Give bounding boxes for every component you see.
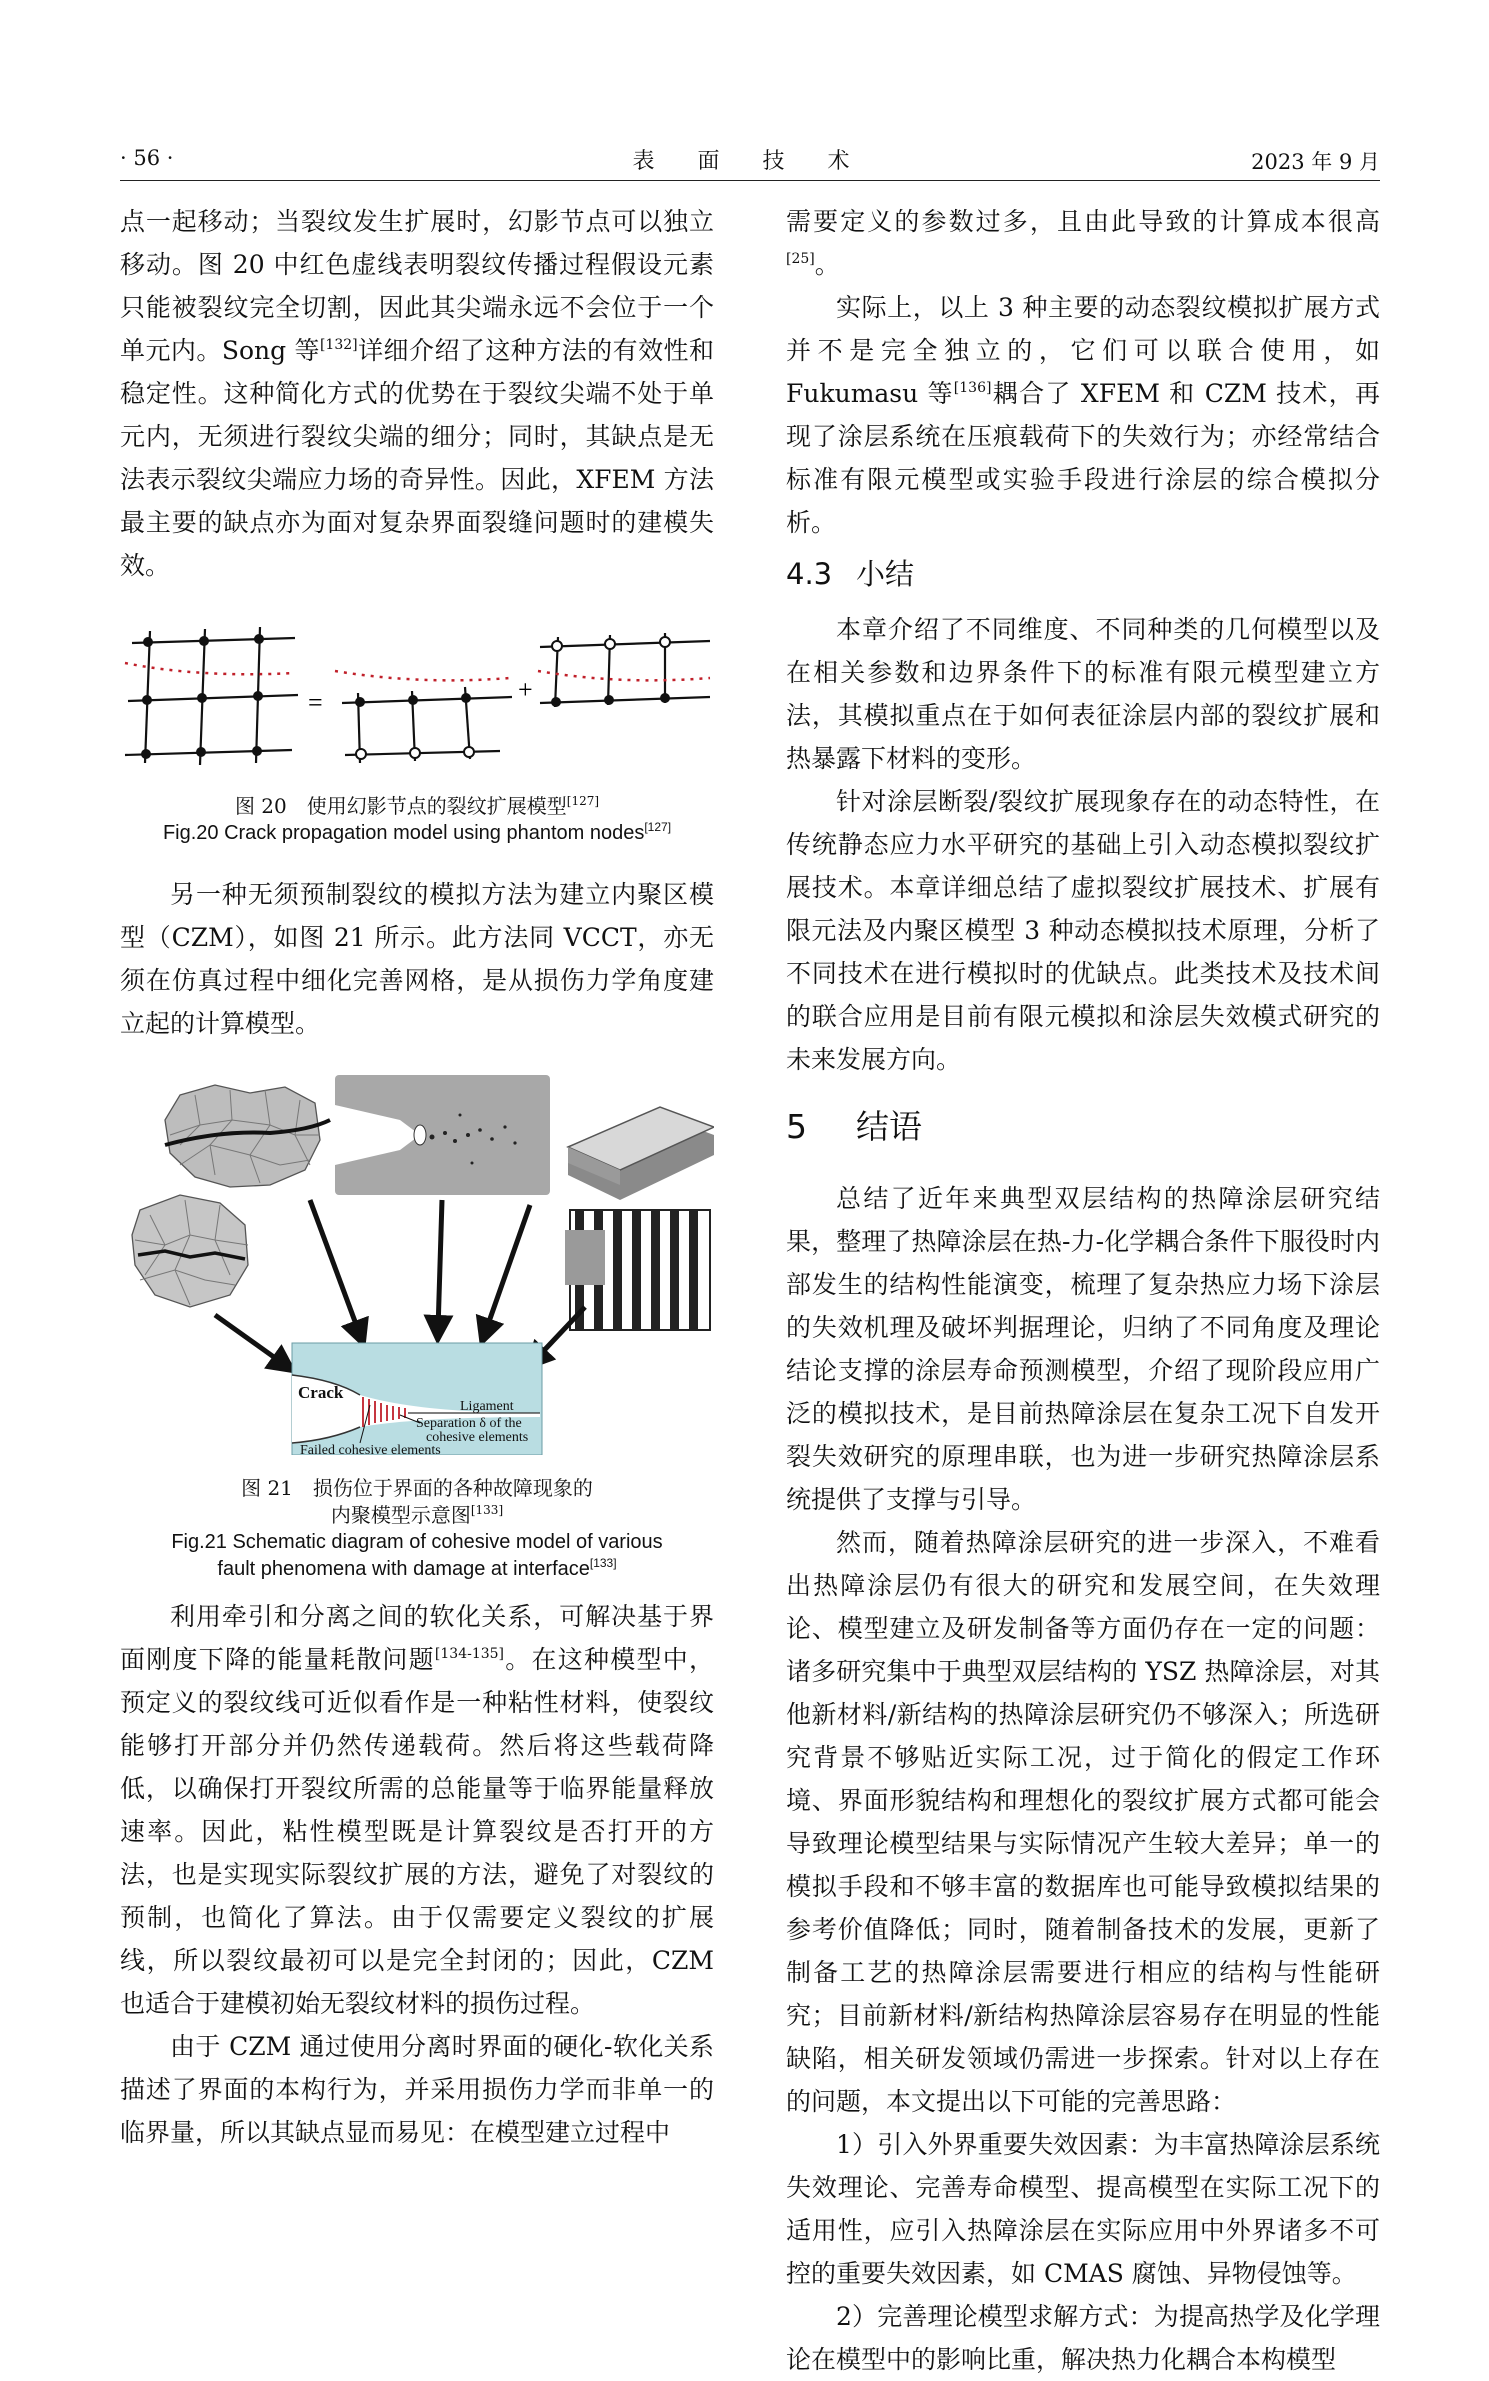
header-rule — [120, 180, 1380, 181]
journal-title: 表 面 技 术 — [632, 149, 868, 174]
cohesive-model-diagram — [120, 1075, 714, 1455]
paragraph: 利用牵引和分离之间的软化关系，可解决基于界面刚度下降的能量耗散问题[134-135]。在这种模型中，预定义的裂纹线可近似看作是一种粘性材料，使裂纹能够打开部分并仍然传递载荷。然后将这些载荷降低，以确保打开裂纹所需的总能量等于临界能量释放速率。因此，粘性模型既是计算裂纹是否打开的方法，也是实现实际裂纹扩展的方法，避免了对裂纹的预制，也简化了算法。由于仅需要定义裂纹的扩展线，所以裂纹最初可以是完全封闭的；因此，CZM 也适合于建模初始无裂纹材料的损伤过程。 — [120, 1602, 714, 2018]
section-heading-4-3: 4.3 小结 — [786, 557, 915, 591]
figure-20 — [120, 623, 714, 847]
page-header — [120, 138, 1380, 178]
paragraph: 由于 CZM 通过使用分离时界面的硬化-软化关系描述了界面的本构行为，并采用损伤力学而非单一的临界量，所以其缺点显而易见：在模型建立过程中 — [120, 2032, 714, 2147]
right-column — [786, 200, 1380, 2381]
figure-21-caption-en-1: Fig.21 Schematic diagram of cohesive model of various — [171, 1531, 663, 1553]
page-number: · 56 · — [120, 146, 174, 170]
separation-label-1: Separation δ of the — [416, 1416, 522, 1431]
paragraph: 另一种无须预制裂纹的模拟方法为建立内聚区模型（CZM），如图 21 所示。此方法同 VCCT，亦无须在仿真过程中细化完善网格，是从损伤力学角度建立起的计算模型。 — [120, 880, 714, 1038]
list-item: 2）完善理论模型求解方式：为提高热学及化学理论在模型中的影响比重，解决热力化耦合本构模型 — [786, 2302, 1380, 2374]
paragraph: 点一起移动；当裂纹发生扩展时，幻影节点可以独立移动。图 20 中红色虚线表明裂纹传播过程假设元素只能被裂纹完全切割，因此其尖端永远不会位于一个单元内。Song 等[132]详细介绍了这种方法的有效性和稳定性。这种简化方式的优势在于裂纹尖端不处于单元内，无须进行裂纹尖端的细分；同时，其缺点是无法表示裂纹尖端应力场的奇异性。因此，XFEM 方法最主要的缺点亦为面对复杂界面裂缝问题时的建模失效。 — [120, 207, 714, 580]
figure-21-caption-zh-2: 内聚模型示意图[133] — [330, 1503, 504, 1527]
crack-label: Crack — [298, 1383, 344, 1402]
paragraph: 本章介绍了不同维度、不同种类的几何模型以及在相关参数和边界条件下的标准有限元模型建立方法，其模拟重点在于如何表征涂层内部的裂纹扩展和热暴露下材料的变形。 — [786, 615, 1380, 773]
section-heading-5: 5 结语 — [786, 1107, 922, 1146]
paragraph: 总结了近年来典型双层结构的热障涂层研究结果，整理了热障涂层在热-力-化学耦合条件下服役时内部发生的结构性能演变，梳理了复杂热应力场下涂层的失效机理及破坏判据理论，归纳了不同角度及理论结论支撑的涂层寿命预测模型，介绍了现阶段应用广泛的模拟技术，是目前热障涂层在复杂工况下自发开裂失效研究的原理串联，也为进一步研究热障涂层系统提供了支撑与引导。 — [786, 1184, 1380, 1514]
paragraph: 实际上，以上 3 种主要的动态裂纹模拟扩展方式并不是完全独立的，它们可以联合使用，如 Fukumasu 等[136]耦合了 XFEM 和 CZM 技术，再现了涂层系统在压痕载荷下的失效行为；亦经常结合标准有限元模型或实验手段进行涂层的综合模拟分析。 — [786, 293, 1380, 537]
figure-21-caption-en-2: fault phenomena with damage at interface[133] — [217, 1556, 617, 1580]
phantom-node-diagram — [120, 623, 714, 773]
plus-sign: + — [518, 675, 533, 704]
list-item: 1）引入外界重要失效因素：为丰富热障涂层系统失效理论、完善寿命模型、提高模型在实际工况下的适用性，应引入热障涂层在实际应用中外界诸多不可控的重要失效因素，如 CMAS 腐蚀、异物侵蚀等。 — [786, 2130, 1380, 2288]
failed-elements-label: Failed cohesive elements — [300, 1443, 441, 1455]
figure-20-caption-zh: 图 20 使用幻影节点的裂纹扩展模型[127] — [234, 794, 600, 818]
paragraph: 需要定义的参数过多，且由此导致的计算成本很高[25]。 — [786, 207, 1380, 279]
equals-sign: = — [308, 688, 323, 717]
issue-date: 2023 年 9 月 — [1251, 150, 1380, 174]
left-column — [120, 200, 714, 2154]
paragraph: 然而，随着热障涂层研究的进一步深入，不难看出热障涂层仍有很大的研究和发展空间，在失效理论、模型建立及研发制备等方面仍存在一定的问题：诸多研究集中于典型双层结构的 YSZ 热障涂层，对其他新材料/新结构的热障涂层研究仍不够深入；所选研究背景不够贴近实际工况，过于简化的假定工作环境、界面形貌结构和理想化的裂纹扩展方式都可能会导致理论模型结果与实际情况产生较大差异；单一的模拟手段和不够丰富的数据库也可能导致模拟结果的参考价值降低；同时，随着制备技术的发展，更新了制备工艺的热障涂层需要进行相应的结构与性能研究；目前新材料/新结构热障涂层容易存在明显的性能缺陷，相关研发领域仍需进一步探索。针对以上存在的问题，本文提出以下可能的完善思路： — [786, 1528, 1380, 2116]
figure-20-caption-en: Fig.20 Crack propagation model using phantom nodes[127] — [162, 820, 672, 844]
figure-21 — [120, 1075, 714, 1583]
ligament-label: Ligament — [460, 1399, 514, 1414]
paragraph: 针对涂层断裂/裂纹扩展现象存在的动态特性，在传统静态应力水平研究的基础上引入动态模拟裂纹扩展技术。本章详细总结了虚拟裂纹扩展技术、扩展有限元法及内聚区模型 3 种动态模拟技术原理，分析了不同技术在进行模拟时的优缺点。此类技术及技术间的联合应用是目前有限元模拟和涂层失效模式研究的未来发展方向。 — [786, 787, 1380, 1074]
figure-21-caption-zh-1: 图 21 损伤位于界面的各种故障现象的 — [241, 1476, 593, 1500]
separation-label-2: cohesive elements — [426, 1430, 529, 1445]
